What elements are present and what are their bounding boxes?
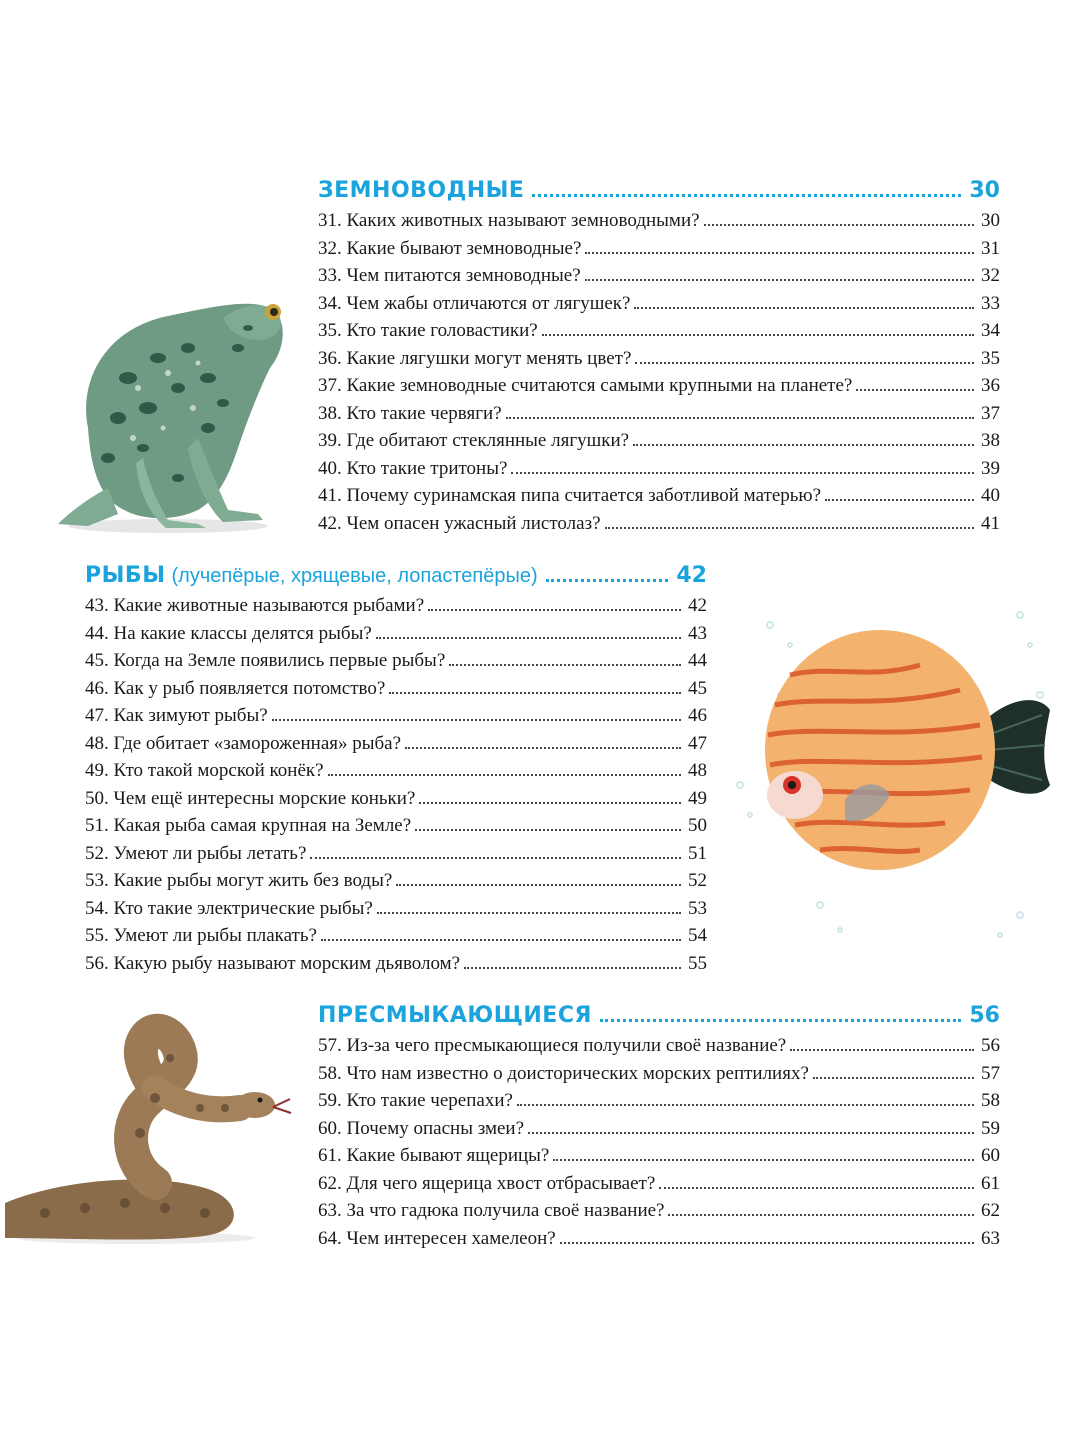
section-title: ПРЕСМЫКАЮЩИЕСЯ (318, 1003, 592, 1028)
leader-dots (405, 747, 681, 749)
toc-entry (85, 733, 707, 761)
page-number: 54 (688, 925, 707, 946)
question-text: 35. Кто такие головастики? (318, 320, 538, 341)
leader-dots (825, 499, 974, 501)
question-text: 60. Почему опасны змеи? (318, 1117, 525, 1139)
leader-dots (553, 1159, 974, 1161)
page-number: 59 (981, 1117, 1000, 1139)
leader-dots (449, 664, 681, 666)
section-header (318, 1003, 1000, 1035)
leader-dots (560, 1242, 974, 1244)
page-number: 41 (981, 512, 1000, 534)
question-text: 49. Кто такой морской конёк? (85, 760, 324, 781)
leader-dots (389, 692, 681, 694)
page-number: 42 (688, 595, 707, 616)
page-number: 61 (981, 1172, 1000, 1194)
toc-entry (85, 623, 707, 651)
question-text: 41. Почему суринамская пипа считается заботливой матерью? (318, 485, 822, 506)
leader-dots (600, 1019, 961, 1022)
toc-entry (318, 1173, 1000, 1201)
toc-entry (318, 320, 1000, 348)
amphibians-section (318, 178, 1000, 540)
question-text: 58. Что нам известно о доисторических морских рептилиях? (318, 1062, 809, 1084)
page-number: 52 (688, 870, 707, 891)
page-number: 53 (688, 897, 707, 919)
leader-dots (310, 857, 681, 859)
question-text: 61. Какие бывают ящерицы? (318, 1145, 550, 1166)
toc-entry (85, 815, 707, 843)
leader-dots (511, 472, 974, 474)
leader-dots (659, 1187, 974, 1189)
question-text: 56. Какую рыбу называют морским дьяволом? (85, 952, 461, 974)
leader-dots (377, 912, 681, 914)
page-number: 45 (688, 677, 707, 699)
section-header (318, 178, 1000, 210)
toc-entry (318, 1145, 1000, 1173)
question-text: 44. На какие классы делятся рыбы? (85, 622, 372, 644)
toc-list (318, 1035, 1000, 1255)
page-number: 50 (688, 815, 707, 836)
page-number: 38 (981, 430, 1000, 451)
toc-entry (318, 238, 1000, 266)
leader-dots (704, 224, 974, 226)
question-text: 51. Какая рыба самая крупная на Земле? (85, 815, 412, 836)
leader-dots (272, 719, 681, 721)
toc-entry (318, 458, 1000, 486)
toc-entry (85, 843, 707, 871)
toc-entry (318, 513, 1000, 541)
toc-entry (318, 293, 1000, 321)
leader-dots (634, 307, 974, 309)
page-number: 44 (688, 650, 707, 671)
leader-dots (464, 967, 681, 969)
toc-entry (318, 1228, 1000, 1256)
page-number: 40 (981, 485, 1000, 506)
toc-entry (318, 348, 1000, 376)
question-text: 31. Каких животных называют земноводными? (318, 210, 700, 231)
frog-illustration (48, 288, 300, 536)
page-number: 43 (688, 622, 707, 644)
question-text: 48. Где обитает «замороженная» рыба? (85, 732, 402, 754)
toc-entry (318, 1118, 1000, 1146)
question-text: 62. Для чего ящерица хвост отбрасывает? (318, 1172, 656, 1194)
leader-dots (605, 527, 974, 529)
question-text: 57. Из-за чего пресмыкающиеся получили своё название? (318, 1035, 787, 1056)
toc-entry (85, 595, 707, 623)
leader-dots (321, 939, 681, 941)
leader-dots (542, 334, 974, 336)
page-number: 63 (981, 1227, 1000, 1249)
question-text: 46. Как у рыб появляется потомство? (85, 677, 386, 699)
toc-entry (85, 870, 707, 898)
page-number: 55 (688, 952, 707, 974)
page-number: 33 (981, 292, 1000, 314)
reptiles-section (318, 1003, 1000, 1255)
page-number: 31 (981, 237, 1000, 259)
section-subtitle: (лучепёрые, хрящевые, лопастепёрые) (171, 565, 538, 587)
discus-fish-illustration (720, 585, 1060, 965)
page-number: 56 (981, 1035, 1000, 1056)
page-number: 51 (688, 842, 707, 864)
leader-dots (532, 194, 961, 197)
toc-entry (318, 1090, 1000, 1118)
toc-entry (318, 430, 1000, 458)
toc-entry (318, 210, 1000, 238)
question-text: 53. Какие рыбы могут жить без воды? (85, 870, 393, 891)
question-text: 37. Какие земноводные считаются самыми крупными на планете? (318, 375, 853, 396)
toc-entry (85, 678, 707, 706)
leader-dots (668, 1214, 974, 1216)
section-header (85, 563, 707, 595)
section-page-number: 42 (676, 563, 707, 588)
toc-entry (85, 650, 707, 678)
question-text: 39. Где обитают стеклянные лягушки? (318, 430, 630, 451)
toc-entry (318, 485, 1000, 513)
page-number: 34 (981, 320, 1000, 341)
question-text: 54. Кто такие электрические рыбы? (85, 897, 373, 919)
snake-illustration (5, 1003, 300, 1248)
leader-dots (585, 252, 974, 254)
page-number: 58 (981, 1090, 1000, 1111)
toc-entry (318, 1063, 1000, 1091)
leader-dots (415, 829, 681, 831)
toc-entry (318, 1200, 1000, 1228)
section-title: РЫБЫ (85, 563, 166, 588)
leader-dots (506, 417, 974, 419)
toc-list (318, 210, 1000, 540)
toc-entry (318, 403, 1000, 431)
page-number: 57 (981, 1062, 1000, 1084)
page-number: 30 (981, 210, 1000, 231)
toc-entry (85, 705, 707, 733)
question-text: 36. Какие лягушки могут менять цвет? (318, 347, 632, 369)
page-number: 48 (688, 760, 707, 781)
leader-dots (633, 444, 974, 446)
question-text: 32. Какие бывают земноводные? (318, 237, 582, 259)
leader-dots (528, 1132, 974, 1134)
toc-entry (318, 265, 1000, 293)
question-text: 47. Как зимуют рыбы? (85, 705, 268, 726)
question-text: 50. Чем ещё интересны морские коньки? (85, 787, 416, 809)
page-number: 60 (981, 1145, 1000, 1166)
section-page-number: 30 (969, 178, 1000, 203)
leader-dots (635, 362, 974, 364)
toc-entry (318, 375, 1000, 403)
question-text: 52. Умеют ли рыбы летать? (85, 842, 307, 864)
leader-dots (428, 609, 681, 611)
leader-dots (585, 279, 974, 281)
section-page-number: 56 (969, 1003, 1000, 1028)
question-text: 55. Умеют ли рыбы плакать? (85, 925, 317, 946)
fish-section (85, 563, 707, 980)
leader-dots (376, 637, 681, 639)
question-text: 63. За что гадюка получила своё название? (318, 1200, 665, 1221)
leader-dots (396, 884, 681, 886)
page-number: 36 (981, 375, 1000, 396)
question-text: 33. Чем питаются земноводные? (318, 265, 581, 286)
page-number: 47 (688, 732, 707, 754)
page-number: 49 (688, 787, 707, 809)
question-text: 34. Чем жабы отличаются от лягушек? (318, 292, 631, 314)
toc-entry (85, 953, 707, 981)
question-text: 40. Кто такие тритоны? (318, 457, 508, 479)
page-number: 62 (981, 1200, 1000, 1221)
toc-entry (318, 1035, 1000, 1063)
page-number: 39 (981, 457, 1000, 479)
question-text: 59. Кто такие черепахи? (318, 1090, 513, 1111)
leader-dots (328, 774, 681, 776)
section-title: ЗЕМНОВОДНЫЕ (318, 178, 525, 203)
leader-dots (813, 1077, 974, 1079)
question-text: 43. Какие животные называются рыбами? (85, 595, 425, 616)
leader-dots (790, 1049, 974, 1051)
question-text: 45. Когда на Земле появились первые рыбы? (85, 650, 446, 671)
leader-dots (856, 389, 974, 391)
leader-dots (517, 1104, 974, 1106)
toc-list (85, 595, 707, 980)
question-text: 64. Чем интересен хамелеон? (318, 1227, 556, 1249)
toc-entry (85, 898, 707, 926)
page-number: 37 (981, 402, 1000, 424)
page-number: 46 (688, 705, 707, 726)
leader-dots (546, 579, 669, 582)
question-text: 38. Кто такие червяги? (318, 402, 502, 424)
toc-entry (85, 760, 707, 788)
question-text: 42. Чем опасен ужасный листолаз? (318, 512, 601, 534)
page-number: 32 (981, 265, 1000, 286)
page-number: 35 (981, 347, 1000, 369)
leader-dots (419, 802, 681, 804)
toc-entry (85, 788, 707, 816)
toc-entry (85, 925, 707, 953)
